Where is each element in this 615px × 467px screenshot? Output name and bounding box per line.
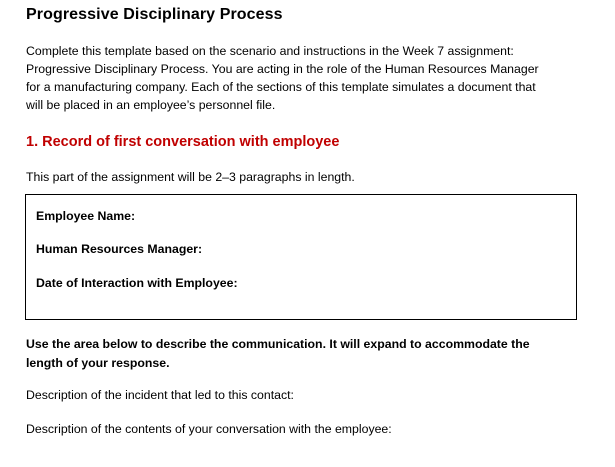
conversation-description-prompt[interactable]: Description of the contents of your conversation with the employee:	[26, 422, 392, 436]
instruction-line: Use the area below to describe the communication. It will expand to accommodate the	[26, 337, 530, 351]
intro-line: for a manufacturing company. Each of the sections of this template simulates a document that	[26, 80, 536, 94]
instruction-line: length of your response.	[26, 356, 170, 370]
intro-line: Progressive Disciplinary Process. You are acting in the role of the Human Resources Manager	[26, 62, 539, 76]
employee-info-box[interactable]	[25, 194, 577, 320]
intro-paragraph	[26, 42, 586, 114]
section-1-heading: 1. Record of first conversation with employee	[26, 134, 340, 150]
intro-line: will be placed in an employee’s personnel file.	[26, 98, 276, 112]
employee-name-label: Employee Name:	[36, 209, 136, 223]
intro-line: Complete this template based on the scenario and instructions in the Week 7 assignment:	[26, 44, 514, 58]
response-instruction	[26, 335, 586, 373]
interaction-date-label: Date of Interaction with Employee:	[36, 276, 238, 290]
length-note: This part of the assignment will be 2–3 paragraphs in length.	[26, 170, 355, 184]
hr-manager-label: Human Resources Manager:	[36, 242, 203, 256]
incident-description-prompt[interactable]: Description of the incident that led to this contact:	[26, 388, 294, 402]
document-title: Progressive Disciplinary Process	[26, 6, 283, 23]
